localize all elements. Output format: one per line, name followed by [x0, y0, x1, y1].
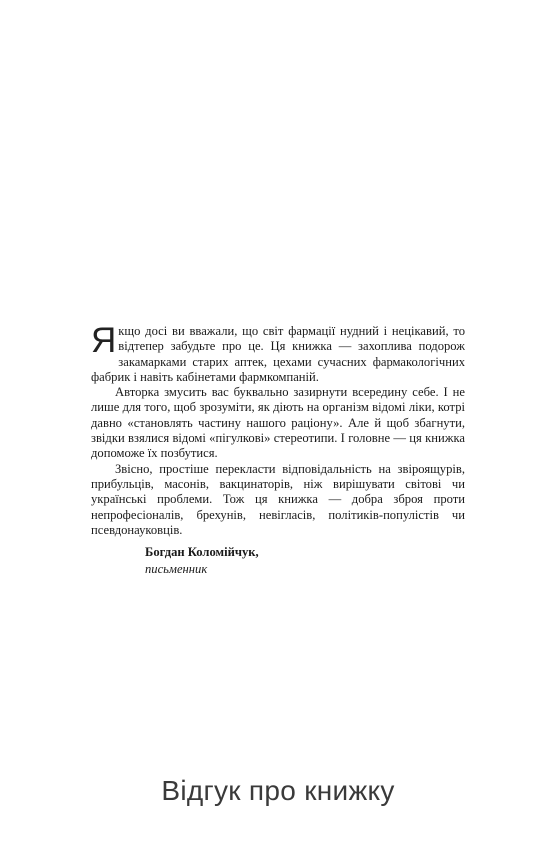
- page-title: Відгук про книжку: [161, 775, 395, 806]
- review-signature: [145, 544, 259, 578]
- drop-cap: Я: [91, 321, 117, 360]
- author-name: Богдан Коломійчук,: [145, 545, 259, 559]
- review-paragraph-2: Авторка змусить вас буквально зазирнути всередину себе. І не лише для того, щоб зрозуміти, як діють на організм відомі ліки, котрі давно «становлять частину нашого раціону». Але й щоб збагнути, звідки взялися відомі «пігулкові» стереотипи. І головне — ця книжка допоможе їх позбутися.: [91, 385, 465, 461]
- review-paragraph-1-text: кщо досі ви вважали, що світ фармації нудний і нецікавий, то відтепер забудьте про це. Ця книжка — захоплива подорож закамарками старих аптек, цехами сучасних фармакологічних фабрик і навіть кабінетами фармкомпаній.: [91, 324, 465, 384]
- review-paragraph-3: Звісно, простіше перекласти відповідальність на звіроящурів, прибульців, масонів, вакцинаторів, ніж вирішувати світові чи українські проблеми. Тож ця книжка — добра зброя проти непрофесіоналів, брехунів, невігласів, політиків-популістів чи псевдонауковців.: [91, 461, 465, 537]
- review-text: [91, 321, 465, 538]
- author-role: письменник: [145, 562, 208, 576]
- review-paragraph-1: [91, 321, 465, 385]
